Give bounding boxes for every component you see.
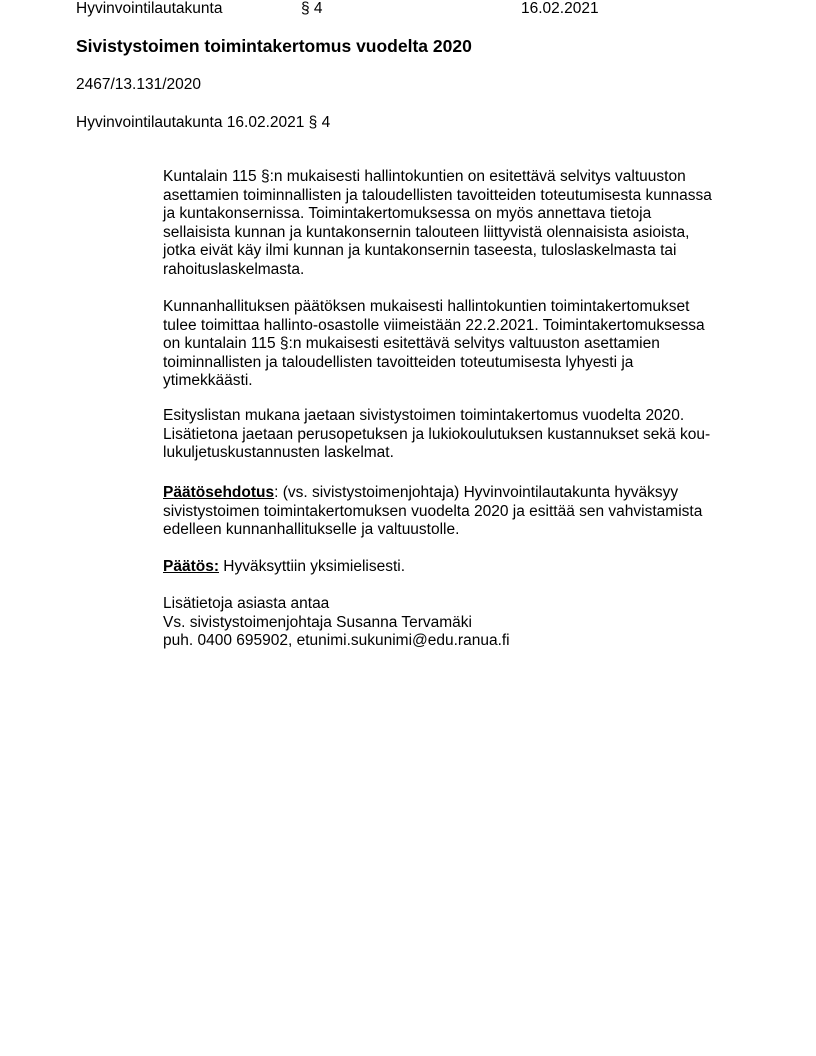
proposal-label: Päätösehdotus <box>163 484 275 501</box>
text-line: Kunnanhallituksen päätöksen mukaisesti hallintokuntien toimintakertomukset <box>163 298 690 315</box>
text-line: lukuljetuskustannusten laskelmat. <box>163 444 394 461</box>
text-line: edelleen kunnanhallitukselle ja valtuustolle. <box>163 521 460 538</box>
text-line: ja kuntakonsernissa. Toimintakertomuksessa on myös annettava tietoja <box>163 205 652 222</box>
text-line: sivistystoimen toimintakertomuksen vuodelta 2020 ja esittää sen vahvistamista <box>163 502 703 520</box>
text-line: tulee toimittaa hallinto-osastolle viimeistään 22.2.2021. Toimintakertomuksessa <box>163 316 705 334</box>
decision-line <box>163 558 405 577</box>
text-line: sellaisista kunnan ja kuntakonsernin talouteen liittyvistä olennaisista asioista, <box>163 223 690 241</box>
proposal-text: : (vs. sivistystoimenjohtaja) Hyvinvointilautakunta hyväksyy <box>274 484 679 501</box>
text-line: jotka eivät käy ilmi kunnan ja kuntakonsernin taseesta, tuloslaskelmasta tai <box>163 242 677 259</box>
header-committee: Hyvinvointilautakunta <box>76 0 223 17</box>
text-line: Kuntalain 115 §:n mukaisesti hallintokuntien on esitettävä selvitys valtuuston <box>163 168 686 185</box>
contact-info <box>163 595 510 651</box>
decision <box>163 558 405 577</box>
text-line: asettamien toiminnallisten ja taloudellisten tavoitteiden toteutumisesta kunnassa <box>163 186 712 204</box>
header-date: 16.02.2021 <box>521 0 599 17</box>
paragraph-2 <box>163 298 705 391</box>
proposal-line <box>163 484 702 503</box>
document-title: Sivistystoimen toimintakertomus vuodelta 2020 <box>76 36 472 56</box>
text-line: toiminnallisten ja taloudellisten tavoitteiden toteutumisesta lyhyesti ja <box>163 353 634 371</box>
paragraph-3 <box>163 407 710 463</box>
text-line: on kuntalain 115 §:n mukaisesti esitettävä selvitys valtuuston asettamien <box>163 335 660 352</box>
text-line: Lisätietona jaetaan perusopetuksen ja lukiokoulutuksen kustannukset sekä kou- <box>163 425 711 443</box>
meeting-reference: Hyvinvointilautakunta 16.02.2021 § 4 <box>76 114 331 131</box>
paragraph-1 <box>163 168 712 279</box>
text-line: rahoituslaskelmasta. <box>163 260 305 278</box>
text-line: Esityslistan mukana jaetaan sivistystoimen toimintakertomus vuodelta 2020. <box>163 407 685 424</box>
record-id: 2467/13.131/2020 <box>76 76 201 93</box>
text-line: puh. 0400 695902, etunimi.sukunimi@edu.ranua.fi <box>163 632 510 649</box>
text-line: ytimekkäästi. <box>163 372 253 389</box>
header-section: § 4 <box>301 0 323 17</box>
text-line: Vs. sivistystoimenjohtaja Susanna Tervamäki <box>163 613 472 631</box>
decision-label: Päätös: <box>163 558 219 575</box>
decision-text: Hyväksyttiin yksimielisesti. <box>219 558 406 575</box>
decision-proposal <box>163 484 702 540</box>
text-line: Lisätietoja asiasta antaa <box>163 595 330 612</box>
